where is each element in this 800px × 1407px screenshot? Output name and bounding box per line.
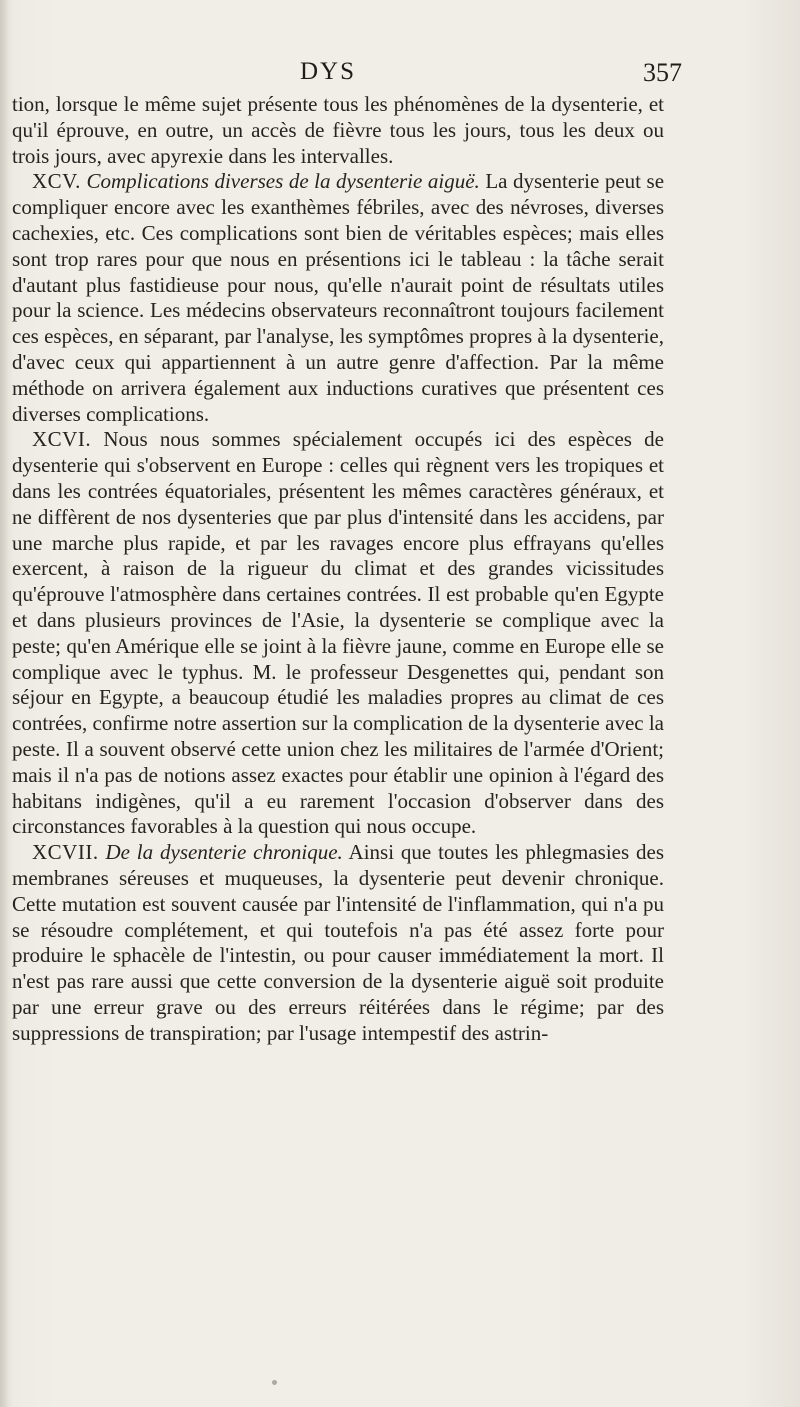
- paragraph-section-xcv: [12, 169, 664, 427]
- page-gutter-shadow: [0, 0, 8, 1407]
- paragraph-section-xcvii: [12, 840, 664, 1046]
- ink-speck: [272, 1380, 277, 1385]
- page-number: 357: [643, 58, 682, 87]
- body-text: [12, 92, 664, 1046]
- section-number: XCV.: [32, 169, 81, 194]
- running-head: [20, 58, 682, 90]
- paragraph-body: Ainsi que toutes les phlegmasies des membranes séreuses et muqueuses, la dysenterie peut devenir chronique. Cette mutation est souvent causée par l'intensité de l'inflammation, qui n'a pu se résoudre complétement, et qui toutefois n'a pas été assez forte pour produire le sphacèle de l'intestin, ou pour causer immédiatement la mort. Il n'est pas rare aussi que cette conversion de la dysenterie aiguë soit produite par une erreur grave ou des erreurs réitérées dans le régime; par des suppressions de transpiration; par l'usage intempestif des astrin-: [12, 840, 665, 1045]
- paragraph-body: tion, lorsque le même sujet présente tous les phénomènes de la dysenterie, et qu'il éprouve, en outre, un accès de fièvre tous les jours, tous les deux ou trois jours, avec apyrexie dans les intervalles.: [12, 92, 664, 168]
- paragraph-body: Nous nous sommes spécialement occupés ici des espèces de dysenterie qui s'observent en Europe : celles qui règnent vers les tropiques et dans les contrées équatoriales, présentent les mêmes caractères généraux, et ne diffèrent de nos dysenteries que par plus d'intensité dans les accidens, par une marche plus rapide, et par les ravages encore plus effrayans qu'elles exercent, à raison de la rigueur du climat et des grandes vicissitudes qu'éprouve l'atmosphère dans certaines contrées. Il est probable qu'en Egypte et dans plusieurs provinces de l'Asie, la dysenterie se complique avec la peste; qu'en Amérique elle se joint à la fièvre jaune, comme en Europe elle se complique avec le typhus. M. le professeur Desgenettes qui, pendant son séjour en Egypte, a beaucoup étudié les maladies propres au climat de ces contrées, confirme notre assertion sur la complication de la dysenterie avec la peste. Il a souvent observé cette union chez les militaires de l'armée d'Orient; mais il n'a pas de notions assez exactes pour établir une opinion à l'égard des habitans indigènes, qu'il a eu rarement l'occasion d'observer dans des circonstances favorables à la question qui nous occupe.: [12, 427, 665, 839]
- paragraph-body: La dysenterie peut se compliquer encore avec les exanthèmes fébriles, avec des névroses, diverses cachexies, etc. Ces complications sont bien de véritables espèces; mais elles sont trop rares pour que nous en présentions ici le tableau : la tâche serait d'autant plus fastidieuse pour nous, qu'elle n'aurait point de résultats utiles pour la science. Les médecins observateurs reconnaîtront toujours facilement ces espèces, en séparant, par l'analyse, les symptômes propres à la dysenterie, d'avec ceux qui appartiennent à un autre genre d'affection. Par la même méthode on arrivera également aux inductions curatives que présentent ces diverses complications.: [12, 169, 665, 426]
- section-number: XCVI.: [32, 427, 92, 452]
- section-title: De la dysenterie chronique.: [105, 840, 343, 865]
- section-number: XCVII.: [32, 840, 99, 865]
- paragraph-continuation: [12, 92, 664, 169]
- section-title: Complications diverses de la dysenterie aiguë.: [86, 169, 480, 194]
- paragraph-section-xcvi: [12, 427, 664, 840]
- running-head-title: DYS: [300, 58, 357, 85]
